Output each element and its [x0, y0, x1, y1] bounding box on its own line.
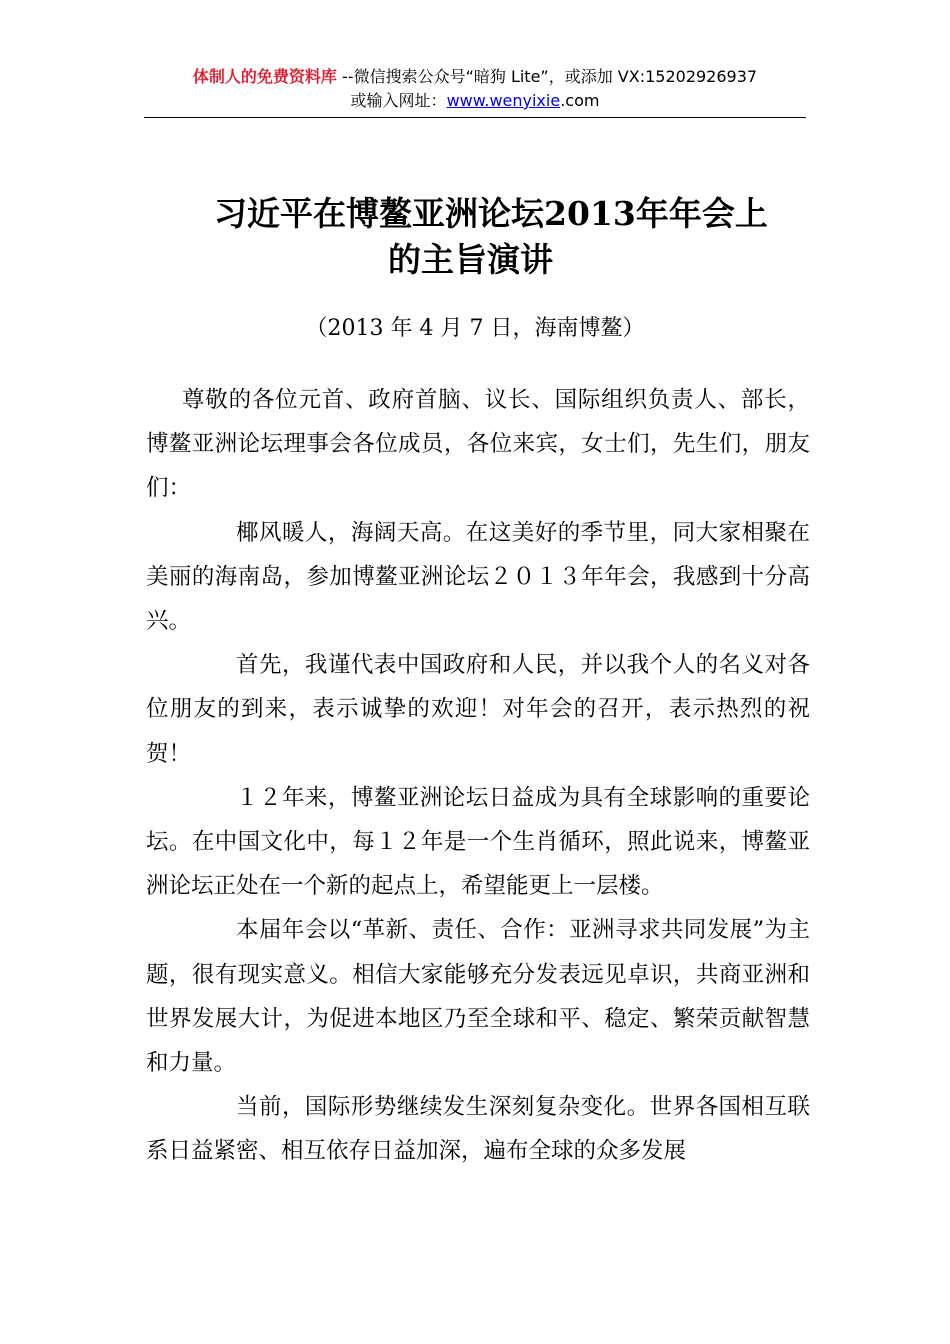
title-line-2: 的主旨演讲 [388, 240, 553, 279]
salutation: 尊敬的各位元首、政府首脑、议长、国际组织负责人、部长，博鳌亚洲论坛理事会各位成员，各位来宾，女士们，先生们，朋友们： [146, 387, 810, 502]
paragraph: 椰风暖人，海阔天高。在这美好的季节里，同大家相聚在美丽的海南岛，参加博鳌亚洲论坛２０１３年年会，我感到十分高兴。 [146, 519, 810, 635]
paragraph: 本届年会以“革新、责任、合作：亚洲寻求共同发展”为主题，很有现实意义。相信大家能够充分发表远见卓识，共商亚洲和世界发展大计，为促进本地区乃至全球和平、稳定、繁荣贡献智慧和力量。 [146, 917, 810, 1077]
url-prefix: 或输入网址： [350, 91, 447, 110]
promo-brand: 体制人的免费资料库 [192, 67, 337, 86]
dateline: （2013 年 4 月 7 日，海南博鳌） [305, 316, 645, 341]
website-link-host: www.wenyixie [446, 91, 561, 110]
url-suffix: .com [560, 91, 600, 110]
website-link[interactable] [447, 91, 561, 110]
speech-body [146, 378, 810, 1174]
promo-header [0, 66, 950, 112]
paragraph: 当前，国际形势继续发生深刻复杂变化。世界各国相互联系日益紧密、相互依存日益加深，遍布全球的众多发展 [146, 1094, 810, 1165]
paragraph: 首先，我谨代表中国政府和人民，并以我个人的名义对各位朋友的到来，表示诚挚的欢迎！对年会的召开，表示热烈的祝贺！ [146, 652, 810, 767]
paragraph: １２年来，博鳌亚洲论坛日益成为具有全球影响的重要论坛。在中国文化中，每１２年是一个生肖循环，照此说来，博鳌亚洲论坛正处在一个新的起点上，希望能更上一层楼。 [146, 784, 810, 900]
title-line-1: 习近平在博鳌亚洲论坛2013年年会上 [214, 194, 768, 233]
promo-line [0, 66, 950, 88]
promo-text: --微信搜索公众号“暗狗 Lite”，或添加 VX:15202926937 [336, 67, 758, 86]
promo-url-line [0, 90, 950, 112]
header-divider [144, 117, 806, 118]
